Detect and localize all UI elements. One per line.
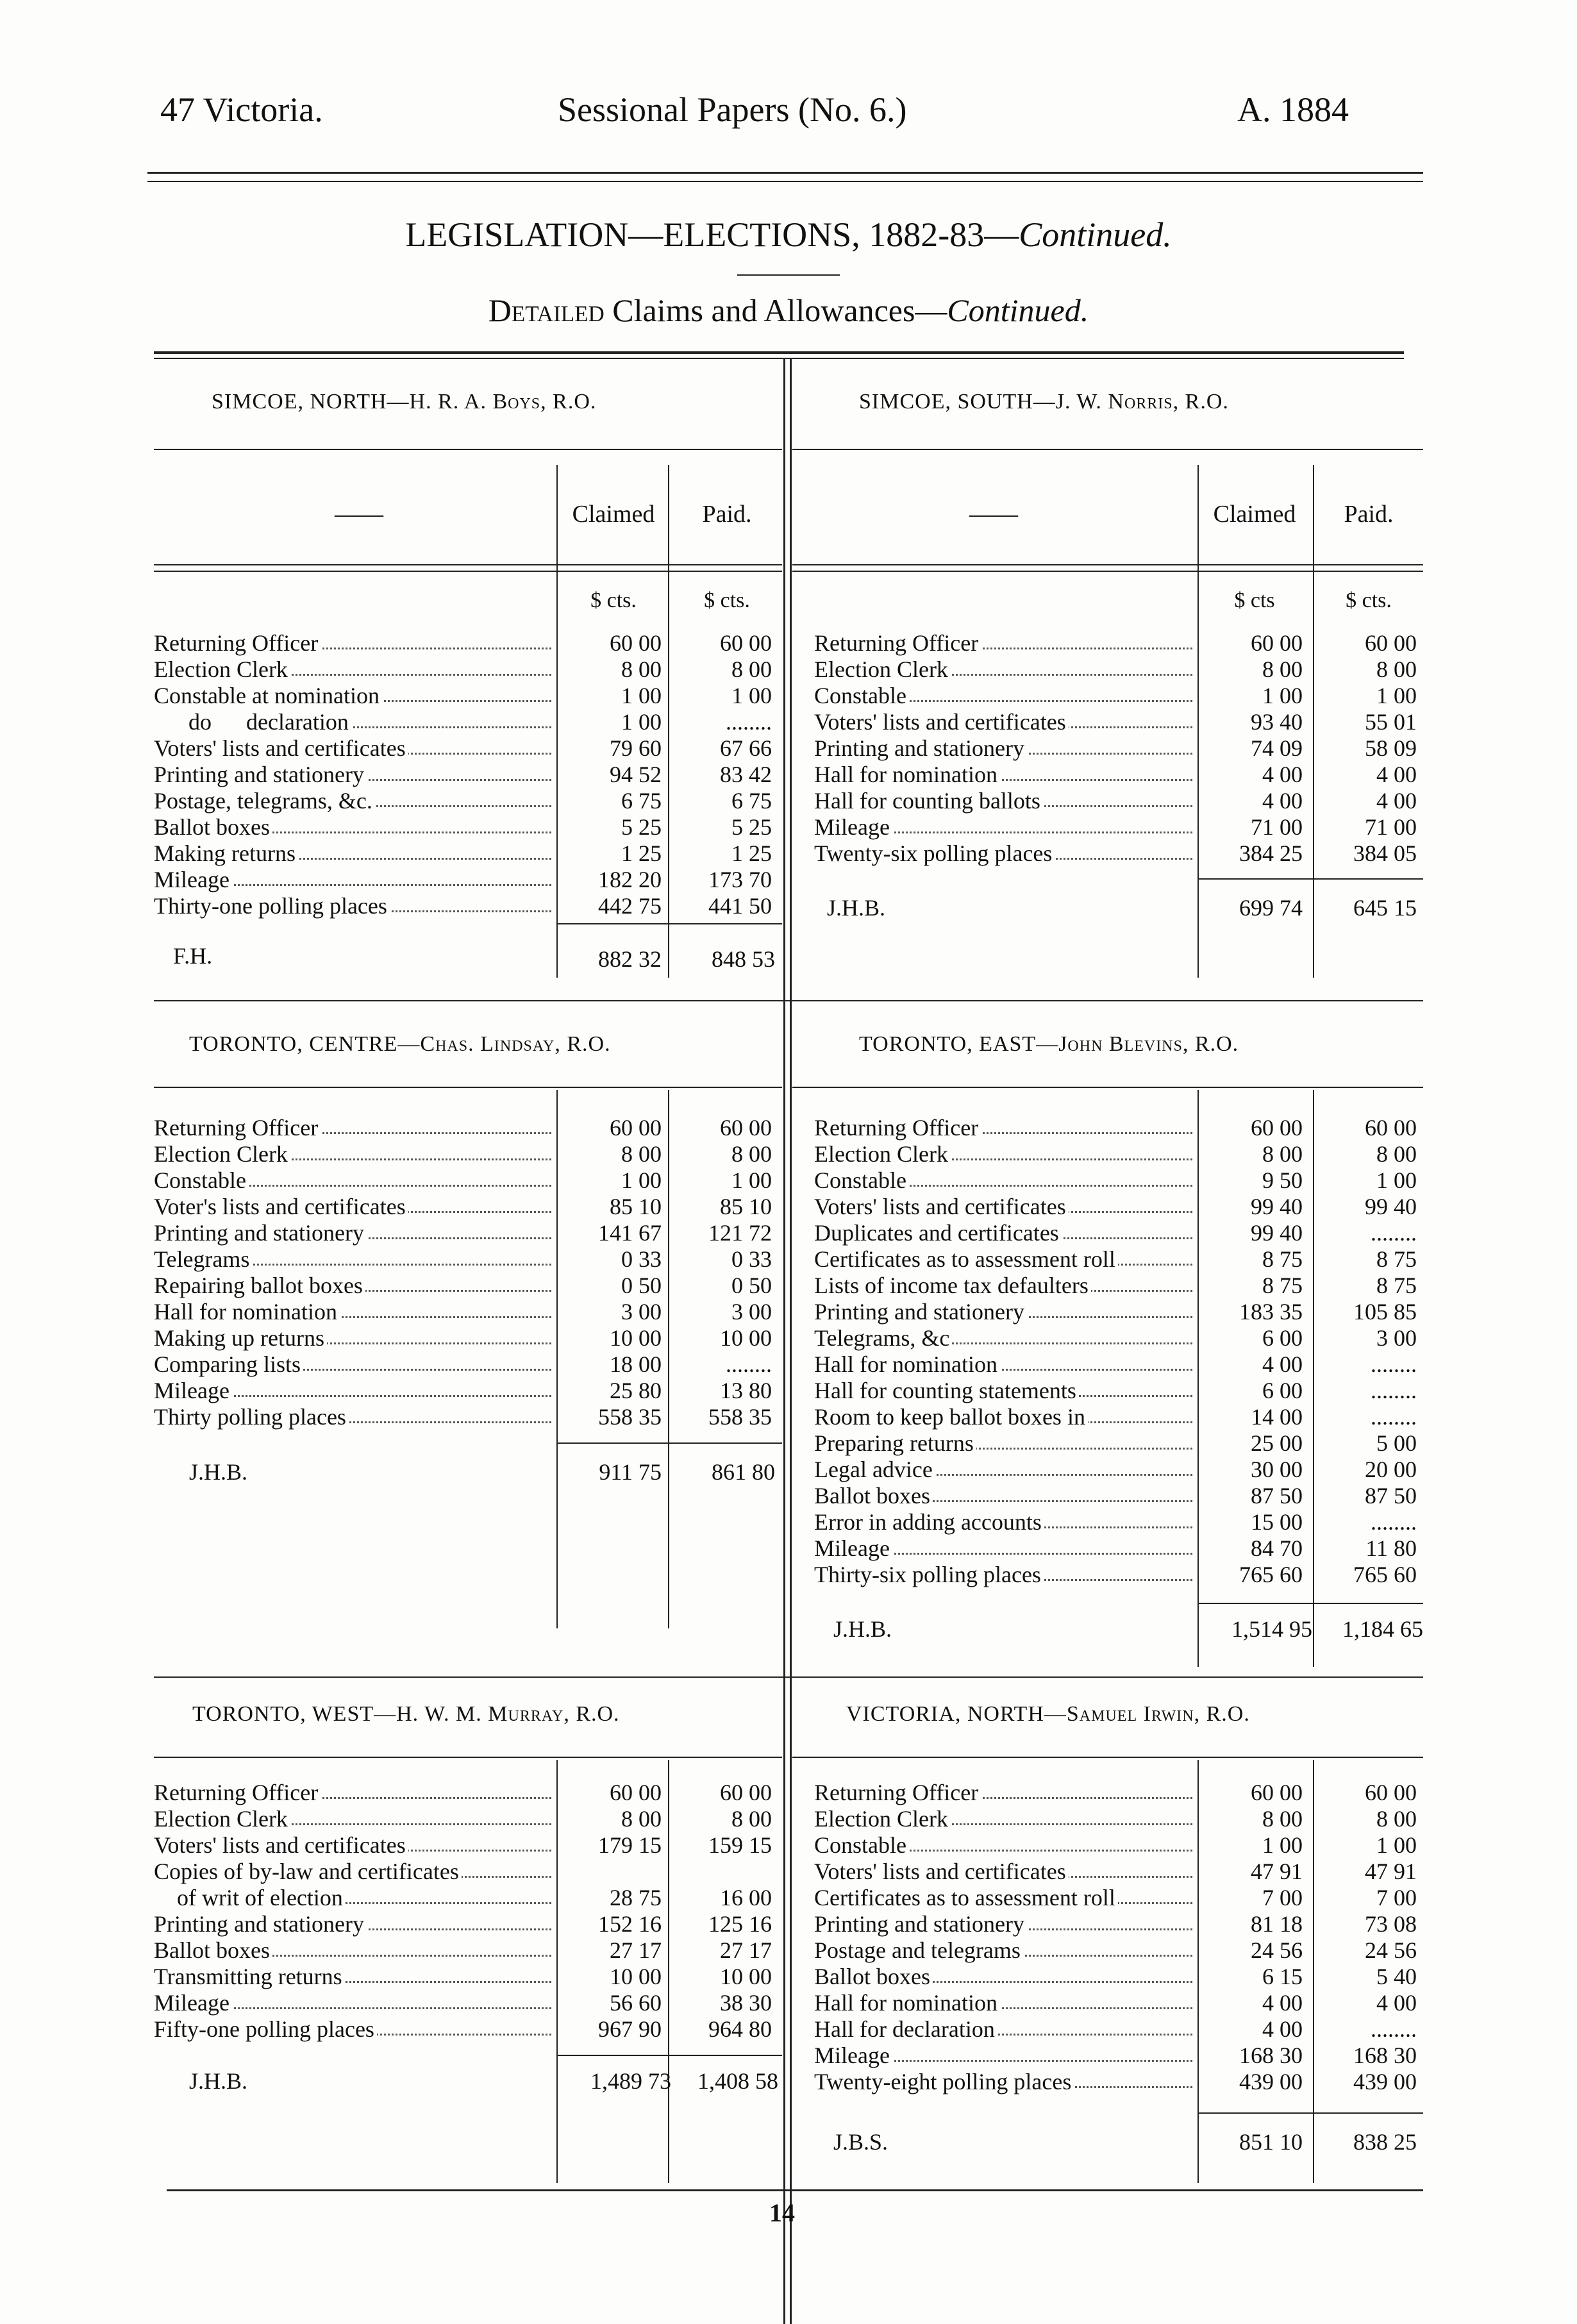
paid-amount: 765 60 <box>1353 1562 1417 1587</box>
claimed-amount: 4 00 <box>1262 1990 1303 2016</box>
paid-amount: 85 10 <box>720 1194 772 1219</box>
item-label: Postage, telegrams, &c. <box>154 787 551 814</box>
paid-amount: 0 50 <box>731 1273 772 1298</box>
rule <box>792 449 1423 450</box>
item-label: Repairing ballot boxes <box>154 1272 551 1299</box>
item-label: Printing and stationery <box>154 1219 551 1246</box>
page-subtitle <box>0 292 1577 329</box>
item-label: Telegrams, &c <box>814 1325 1192 1351</box>
paid-amount: 8 75 <box>1376 1246 1417 1272</box>
paid-amount: 13 80 <box>720 1378 772 1403</box>
subtitle-rest: Claims and Allowances— <box>604 292 947 328</box>
item-label: Mileage <box>814 814 1192 840</box>
paid-amount: ........ <box>1371 1378 1417 1403</box>
item-label: Postage and telegrams <box>814 1937 1192 1964</box>
paid-amount: 38 30 <box>720 1990 772 2016</box>
item-label: Election Clerk <box>814 1805 1192 1832</box>
paid-amount: 441 50 <box>708 893 772 919</box>
paid-amount: 1 00 <box>731 683 772 708</box>
paid-amount: 439 00 <box>1353 2069 1417 2094</box>
paid-amount: 0 33 <box>731 1246 772 1272</box>
total-claimed: 1,514 95 <box>1231 1616 1312 1642</box>
claimed-amount: 1 25 <box>621 840 662 866</box>
item-label: Returning Officer <box>154 1114 551 1141</box>
item-label: Hall for nomination <box>814 1351 1192 1378</box>
claimed-amount: 1 00 <box>1262 1832 1303 1858</box>
footer-rule <box>167 2189 1423 2191</box>
total-claimed: 882 32 <box>598 946 662 972</box>
claimed-amount: 10 00 <box>610 1325 662 1351</box>
claimed-amount: 27 17 <box>610 1937 662 1963</box>
claimed-amount: 967 90 <box>598 2016 662 2042</box>
paid-amount: 87 50 <box>1365 1483 1417 1509</box>
claimed-amount: 71 00 <box>1251 814 1303 840</box>
item-label: Election Clerk <box>154 1141 551 1167</box>
claimed-amount: 25 00 <box>1251 1430 1303 1456</box>
header-volume: 47 Victoria. <box>160 90 323 129</box>
item-label: Printing and stationery <box>814 1298 1192 1325</box>
item-label: Ballot boxes <box>154 1937 551 1964</box>
claimed-amount: 84 70 <box>1251 1535 1303 1561</box>
paid-amount: 58 09 <box>1365 735 1417 761</box>
claimed-amount: 15 00 <box>1251 1509 1303 1535</box>
paid-amount: 47 91 <box>1365 1859 1417 1884</box>
claimed-amount: 0 50 <box>621 1273 662 1298</box>
item-label: Hall for counting ballots <box>814 787 1192 814</box>
title-main: LEGISLATION—ELECTIONS, 1882-83— <box>405 215 1019 254</box>
paid-amount: ........ <box>1371 2016 1417 2042</box>
item-label: Voter's lists and certificates <box>154 1193 551 1220</box>
paid-amount: 20 00 <box>1365 1457 1417 1482</box>
claimed-amount: 3 00 <box>621 1299 662 1325</box>
paid-amount: 73 08 <box>1365 1911 1417 1937</box>
total-paid: 645 15 <box>1353 895 1417 921</box>
item-label: Thirty-six polling places <box>814 1561 1192 1588</box>
paid-amount: 5 25 <box>731 814 772 840</box>
paid-amount: 105 85 <box>1353 1299 1417 1325</box>
claimed-amount: 14 00 <box>1251 1404 1303 1430</box>
paid-amount: 16 00 <box>720 1885 772 1910</box>
table-row <box>0 1535 1577 1562</box>
total-claimed: 1,489 73 <box>590 2068 671 2094</box>
claimed-amount: 1 00 <box>621 683 662 708</box>
paid-amount: 1 00 <box>1376 1167 1417 1193</box>
section-heading-toronto-centre: TORONTO, CENTRE—Chas. Lindsay, R.O. <box>189 1032 611 1056</box>
header-rule-2 <box>147 181 1423 182</box>
claimed-amount: 6 00 <box>1262 1378 1303 1403</box>
claimed-amount: 74 09 <box>1251 735 1303 761</box>
item-label: Election Clerk <box>814 1141 1192 1167</box>
item-label: Printing and stationery <box>154 1910 551 1937</box>
claimed-amount: 56 60 <box>610 1990 662 2016</box>
section-rule <box>154 1000 1423 1001</box>
paid-amount: ........ <box>726 1351 772 1377</box>
claimed-amount: 94 52 <box>610 762 662 787</box>
claimed-amount: 4 00 <box>1262 1351 1303 1377</box>
claimed-amount: 87 50 <box>1251 1483 1303 1509</box>
paid-amount: 60 00 <box>1365 630 1417 656</box>
paid-amount: 7 00 <box>1376 1885 1417 1910</box>
item-label: Thirty polling places <box>154 1403 551 1430</box>
paid-amount: 60 00 <box>720 630 772 656</box>
item-label: of writ of election <box>154 1884 551 1911</box>
claimed-amount: 79 60 <box>610 735 662 761</box>
section-heading-simcoe-north: SIMCOE, NORTH—H. R. A. Boys, R.O. <box>212 390 597 414</box>
item-label: Election Clerk <box>154 656 551 683</box>
item-label: Returning Officer <box>814 630 1192 656</box>
rule <box>792 1087 1423 1088</box>
item-label: Comparing lists <box>154 1351 551 1378</box>
item-label: Constable at nomination <box>154 682 551 709</box>
paid-amount: ........ <box>1371 1351 1417 1377</box>
claimed-amount: 8 00 <box>1262 1806 1303 1832</box>
claimed-amount: 7 00 <box>1262 1885 1303 1910</box>
paid-amount: 60 00 <box>1365 1780 1417 1805</box>
item-label: Constable <box>814 1167 1192 1194</box>
item-label: Voters' lists and certificates <box>814 1858 1192 1885</box>
table-row <box>0 2068 1577 2095</box>
paid-amount: ........ <box>1371 1404 1417 1430</box>
item-label: Hall for counting statements <box>814 1377 1192 1404</box>
item-label: Voters' lists and certificates <box>814 708 1192 735</box>
total-paid: 1,184 65 <box>1342 1616 1423 1642</box>
claimed-amount: 8 00 <box>1262 656 1303 682</box>
item-label: Mileage <box>814 1535 1192 1562</box>
table-top-rule-2 <box>154 358 1404 359</box>
item-label: Certificates as to assessment roll <box>814 1246 1192 1273</box>
item-label: Printing and stationery <box>154 761 551 788</box>
section-heading-simcoe-south: SIMCOE, SOUTH—J. W. Norris, R.O. <box>859 390 1229 414</box>
claimed-amount: 9 50 <box>1262 1167 1303 1193</box>
total-claimed: 851 10 <box>1239 2129 1303 2155</box>
claimed-amount: 24 56 <box>1251 1937 1303 1963</box>
total-claimed: 699 74 <box>1239 895 1303 921</box>
claimed-amount: 47 91 <box>1251 1859 1303 1884</box>
item-label: do declaration <box>154 708 551 735</box>
paid-amount: 11 80 <box>1365 1535 1417 1561</box>
item-label: Returning Officer <box>154 1779 551 1806</box>
item-label: Voters' lists and certificates <box>814 1193 1192 1220</box>
item-label: Error in adding accounts <box>814 1509 1192 1535</box>
paid-amount: 8 00 <box>731 1141 772 1167</box>
item-label: Returning Officer <box>814 1779 1192 1806</box>
claimed-amount: 179 15 <box>598 1832 662 1858</box>
item-label: Making returns <box>154 840 551 867</box>
item-label: Constable <box>154 1167 551 1194</box>
rule <box>792 1757 1423 1758</box>
paid-amount: ........ <box>1371 1220 1417 1246</box>
claimed-amount: 4 00 <box>1262 788 1303 814</box>
section-heading-victoria-north: VICTORIA, NORTH—Samuel Irwin, R.O. <box>846 1702 1250 1726</box>
claimed-amount: 558 35 <box>598 1404 662 1430</box>
item-label: Printing and stationery <box>814 735 1192 762</box>
total-paid: 848 53 <box>712 946 775 972</box>
paid-amount: 159 15 <box>708 1832 772 1858</box>
paid-amount: 173 70 <box>708 867 772 892</box>
column-claimed: Claimed <box>1213 501 1296 528</box>
total-rule <box>1199 1603 1423 1604</box>
paid-amount: ........ <box>726 709 772 735</box>
units-claimed: $ cts <box>1234 589 1275 612</box>
item-label: Mileage <box>814 2042 1192 2069</box>
item-label: Transmitting returns <box>154 1963 551 1990</box>
item-label: Thirty-one polling places <box>154 892 551 919</box>
rule <box>792 564 1423 565</box>
claimed-amount: 4 00 <box>1262 762 1303 787</box>
claimed-amount: 8 75 <box>1262 1273 1303 1298</box>
rule <box>154 1087 782 1088</box>
section-heading-toronto-west: TORONTO, WEST—H. W. M. Murray, R.O. <box>192 1702 620 1726</box>
item-label: Election Clerk <box>154 1805 551 1832</box>
total-claimed: 911 75 <box>599 1459 662 1485</box>
initials: J.H.B. <box>189 1459 248 1485</box>
claimed-amount: 18 00 <box>610 1351 662 1377</box>
claimed-amount: 141 67 <box>598 1220 662 1246</box>
paid-amount: 5 40 <box>1376 1964 1417 1989</box>
claimed-amount: 60 00 <box>1251 1780 1303 1805</box>
item-label: Lists of income tax defaulters <box>814 1272 1192 1299</box>
table-top-rule <box>154 351 1404 354</box>
paid-amount: 5 00 <box>1376 1430 1417 1456</box>
header-series: Sessional Papers (No. 6.) <box>558 90 907 129</box>
table-row <box>0 1456 1577 1483</box>
claimed-amount: 765 60 <box>1239 1562 1303 1587</box>
item-label: Telegrams <box>154 1246 551 1273</box>
paid-amount: 8 00 <box>1376 1806 1417 1832</box>
paid-amount: 964 80 <box>708 2016 772 2042</box>
table-row <box>0 1561 1577 1588</box>
column-paid: Paid. <box>702 501 752 528</box>
item-label: Mileage <box>154 1989 551 2016</box>
initials: J.H.B. <box>189 2068 248 2094</box>
paid-amount: 558 35 <box>708 1404 772 1430</box>
item-label: Hall for nomination <box>814 1989 1192 2016</box>
paid-amount: 10 00 <box>720 1964 772 1989</box>
page-number: 14 <box>769 2198 795 2227</box>
paid-amount: 8 00 <box>731 656 772 682</box>
title-rule <box>737 274 840 276</box>
item-label: Returning Officer <box>814 1114 1192 1141</box>
section-rule <box>154 1676 1423 1678</box>
item-label: Mileage <box>154 866 551 893</box>
paid-amount: 6 75 <box>731 788 772 814</box>
total-paid: 861 80 <box>712 1459 775 1485</box>
section-heading-toronto-east: TORONTO, EAST—John Blevins, R.O. <box>859 1032 1239 1056</box>
item-label: Election Clerk <box>814 656 1192 683</box>
column-dash: —— <box>335 501 383 528</box>
paid-amount: 1 25 <box>731 840 772 866</box>
claimed-amount: 8 00 <box>621 1806 662 1832</box>
item-label: Ballot boxes <box>814 1482 1192 1509</box>
claimed-amount: 1 00 <box>621 1167 662 1193</box>
item-label: Hall for declaration <box>814 2016 1192 2043</box>
claimed-amount: 60 00 <box>1251 630 1303 656</box>
item-label: Duplicates and certificates <box>814 1219 1192 1246</box>
paid-amount: 384 05 <box>1353 840 1417 866</box>
item-label: Fifty-one polling places <box>154 2016 551 2043</box>
rule <box>792 571 1423 572</box>
initials: J.B.S. <box>833 2129 889 2155</box>
claimed-amount: 60 00 <box>610 1115 662 1141</box>
item-label: Constable <box>814 1832 1192 1859</box>
claimed-amount: 8 75 <box>1262 1246 1303 1272</box>
item-label: Room to keep ballot boxes in <box>814 1403 1192 1430</box>
column-dash: —— <box>969 501 1018 528</box>
paid-amount: 60 00 <box>720 1115 772 1141</box>
paid-amount: 1 00 <box>1376 683 1417 708</box>
claimed-amount: 168 30 <box>1239 2043 1303 2068</box>
paid-amount: 60 00 <box>720 1780 772 1805</box>
claimed-amount: 5 25 <box>621 814 662 840</box>
header-year: A. 1884 <box>1237 90 1349 129</box>
claimed-amount: 8 00 <box>621 656 662 682</box>
claimed-amount: 439 00 <box>1239 2069 1303 2094</box>
units-claimed: $ cts. <box>590 589 637 612</box>
item-label: Returning Officer <box>154 630 551 656</box>
column-claimed: Claimed <box>572 501 655 528</box>
total-rule <box>558 923 782 924</box>
claimed-amount: 10 00 <box>610 1964 662 1989</box>
paid-amount: 125 16 <box>708 1911 772 1937</box>
initials: F.H. <box>173 943 213 969</box>
claimed-amount: 0 33 <box>621 1246 662 1272</box>
paid-amount: 8 75 <box>1376 1273 1417 1298</box>
paid-amount: 27 17 <box>720 1937 772 1963</box>
paid-amount: 71 00 <box>1365 814 1417 840</box>
paid-amount: 8 00 <box>731 1806 772 1832</box>
paid-amount: 10 00 <box>720 1325 772 1351</box>
item-label: Making up returns <box>154 1325 551 1351</box>
item-label: Twenty-eight polling places <box>814 2068 1192 2095</box>
paid-amount: 4 00 <box>1376 788 1417 814</box>
paid-amount: ........ <box>1371 1509 1417 1535</box>
item-label: Twenty-six polling places <box>814 840 1192 867</box>
paid-amount: 60 00 <box>1365 1115 1417 1141</box>
header-rule <box>147 172 1423 174</box>
units-paid: $ cts. <box>704 589 750 612</box>
paid-amount: 24 56 <box>1365 1937 1417 1963</box>
claimed-amount: 6 75 <box>621 788 662 814</box>
table-row <box>0 1430 1577 1457</box>
rule <box>154 449 782 450</box>
paid-amount: 8 00 <box>1376 656 1417 682</box>
claimed-amount: 25 80 <box>610 1378 662 1403</box>
claimed-amount: 6 15 <box>1262 1964 1303 1989</box>
table-row <box>0 1509 1577 1535</box>
total-paid: 838 25 <box>1353 2129 1417 2155</box>
claimed-amount: 93 40 <box>1251 709 1303 735</box>
paid-amount: 168 30 <box>1353 2043 1417 2068</box>
rule <box>154 564 782 565</box>
claimed-amount: 60 00 <box>1251 1115 1303 1141</box>
paid-amount: 4 00 <box>1376 762 1417 787</box>
paid-amount: 3 00 <box>1376 1325 1417 1351</box>
claimed-amount: 183 35 <box>1239 1299 1303 1325</box>
paid-amount: 121 72 <box>708 1220 772 1246</box>
paid-amount: 67 66 <box>720 735 772 761</box>
table-row <box>0 1482 1577 1509</box>
subtitle-continued: Continued. <box>947 292 1089 328</box>
claimed-amount: 8 00 <box>1262 1141 1303 1167</box>
item-label: Certificates as to assessment roll <box>814 1884 1192 1911</box>
title-continued: Continued. <box>1019 215 1172 254</box>
paid-amount: 4 00 <box>1376 1990 1417 2016</box>
item-label: Hall for nomination <box>814 761 1192 788</box>
item-label: Constable <box>814 682 1192 709</box>
claimed-amount: 1 00 <box>621 709 662 735</box>
rule <box>154 571 782 572</box>
claimed-amount: 28 75 <box>610 1885 662 1910</box>
item-label: Printing and stationery <box>814 1910 1192 1937</box>
claimed-amount: 152 16 <box>598 1911 662 1937</box>
paid-amount: 1 00 <box>731 1167 772 1193</box>
initials: J.H.B. <box>833 1616 892 1642</box>
claimed-amount: 384 25 <box>1239 840 1303 866</box>
item-label: Mileage <box>154 1377 551 1404</box>
subtitle-detailed: Detailed <box>488 292 605 328</box>
claimed-amount: 99 40 <box>1251 1220 1303 1246</box>
claimed-amount: 182 20 <box>598 867 662 892</box>
claimed-amount: 81 18 <box>1251 1911 1303 1937</box>
claimed-amount: 8 00 <box>621 1141 662 1167</box>
item-label: Voters' lists and certificates <box>154 735 551 762</box>
claimed-amount: 85 10 <box>610 1194 662 1219</box>
paid-amount: 1 00 <box>1376 1832 1417 1858</box>
item-label: Ballot boxes <box>154 814 551 840</box>
units-paid: $ cts. <box>1346 589 1392 612</box>
table-row <box>0 2042 1577 2069</box>
claimed-amount: 4 00 <box>1262 2016 1303 2042</box>
paid-amount: 83 42 <box>720 762 772 787</box>
total-rule <box>1199 878 1423 880</box>
paid-amount: 99 40 <box>1365 1194 1417 1219</box>
item-label: Hall for nomination <box>154 1298 551 1325</box>
claimed-amount: 99 40 <box>1251 1194 1303 1219</box>
claimed-amount: 1 00 <box>1262 683 1303 708</box>
claimed-amount: 6 00 <box>1262 1325 1303 1351</box>
paid-amount: 8 00 <box>1376 1141 1417 1167</box>
initials: J.H.B. <box>827 895 886 921</box>
table-row <box>0 866 1577 893</box>
page-title <box>0 215 1577 255</box>
item-label: Copies of by-law and certificates <box>154 1858 551 1885</box>
total-paid: 1,408 58 <box>697 2068 778 2094</box>
claimed-amount: 60 00 <box>610 630 662 656</box>
item-label: Legal advice <box>814 1456 1192 1483</box>
paid-amount: 3 00 <box>731 1299 772 1325</box>
claimed-amount: 30 00 <box>1251 1457 1303 1482</box>
paid-amount: 55 01 <box>1365 709 1417 735</box>
item-label: Preparing returns <box>814 1430 1192 1457</box>
total-rule <box>1199 2112 1423 2114</box>
rule <box>154 1757 782 1758</box>
item-label: Voters' lists and certificates <box>154 1832 551 1859</box>
claimed-amount: 60 00 <box>610 1780 662 1805</box>
column-paid: Paid. <box>1344 501 1394 528</box>
item-label: Ballot boxes <box>814 1963 1192 1990</box>
claimed-amount: 442 75 <box>598 893 662 919</box>
